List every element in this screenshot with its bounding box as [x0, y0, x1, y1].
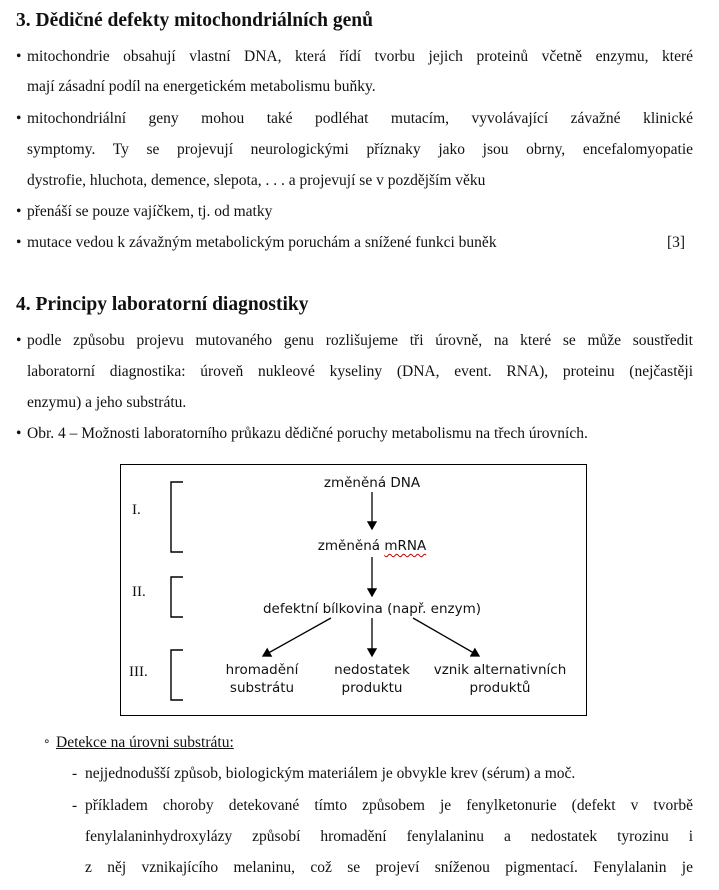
out3-line2: produktů	[469, 680, 531, 696]
level-1-label: I.	[132, 502, 141, 518]
section-3-heading: 3. Dědičné defekty mitochondriálních genů	[16, 10, 373, 31]
substrate-item2-line3: z něj vznikajícího melaninu, což se projeví sníženou pigmentací. Fenylalanin je	[85, 859, 693, 876]
bullet: •	[16, 425, 22, 442]
arrow-protein-out1	[263, 618, 331, 656]
bracket-level-3	[171, 650, 183, 700]
dash-bullet: -	[72, 765, 78, 782]
citation-ref[interactable]: [3]	[667, 234, 686, 251]
s3-bullet1-line1: mitochondrie obsahují vlastní DNA, která řídí tvorbu jejich proteinů včetně enzymu, které	[27, 48, 693, 65]
out2-line1: nedostatek	[334, 662, 410, 678]
bullet: •	[16, 48, 22, 65]
substrate-item2-line2: fenylalaninhydroxylázy způsobí hromadění fenylalaninu a nedostatek tyrozinu i	[85, 828, 693, 845]
s3-bullet2-line2: symptomy. Ty se projevují neurologickými příznaky jako jsou obrny, encefalomyopatie	[27, 141, 693, 158]
s3-bullet1-line2: mají zásadní podíl na energetickém metabolismu buňky.	[27, 78, 376, 95]
substrate-item1: nejjednodušší způsob, biologickým materiálem je obvykle krev (sérum) a moč.	[85, 765, 576, 782]
metabolism-diagram	[120, 464, 587, 716]
bullet: •	[16, 110, 22, 127]
substrate-heading: Detekce na úrovni substrátu:	[56, 734, 234, 751]
hollow-bullet: ∘	[43, 734, 51, 748]
mrna-prefix: změněná	[317, 538, 385, 554]
arrow-protein-out3	[413, 618, 479, 656]
dash-bullet: -	[72, 797, 78, 814]
level-3-label: III.	[129, 664, 148, 680]
out3-line1: vznik alternativních	[433, 662, 567, 678]
node-changed-mrna	[292, 537, 452, 555]
out1-line2: substrátu	[229, 680, 295, 696]
s4-bullet1-line2: laboratorní diagnostika: úroveň nukleové kyseliny (DNA, event. RNA), proteinu (nejčastěji	[27, 363, 693, 380]
s3-bullet3: přenáší se pouze vajíčkem, tj. od matky	[27, 203, 273, 220]
node-product-deficiency	[317, 661, 427, 697]
mrna-word: mRNA	[384, 538, 427, 554]
node-substrate-accumulation	[207, 661, 317, 697]
level-2-label: II.	[132, 584, 146, 600]
section-4-heading: 4. Principy laboratorní diagnostiky	[16, 294, 309, 315]
node-changed-dna: změněná DNA	[323, 475, 421, 491]
node-alternative-products	[421, 661, 579, 697]
s3-bullet2-line1: mitochondriální geny mohou také podléhat mutacím, vyvolávající závažné klinické	[27, 110, 693, 127]
out2-line2: produktu	[341, 680, 403, 696]
bullet: •	[16, 203, 22, 220]
bracket-level-2	[171, 577, 183, 617]
figure-caption: Obr. 4 – Možnosti laboratorního průkazu dědičné poruchy metabolismu na třech úrovních.	[27, 425, 588, 442]
bracket-level-1	[171, 482, 183, 552]
bullet: •	[16, 234, 22, 251]
s3-bullet2-line3: dystrofie, hluchota, demence, slepota, . . . a projevují se v pozdějším věku	[27, 172, 486, 189]
bullet: •	[16, 332, 22, 349]
out1-line1: hromadění	[225, 662, 299, 678]
node-defective-protein: defektní bílkovina (např. enzym)	[262, 601, 482, 617]
substrate-item2-line1: příkladem choroby detekované tímto způsobem je fenylketonurie (defekt v tvorbě	[85, 797, 693, 814]
s4-bullet1-line1: podle způsobu projevu mutovaného genu rozlišujeme tři úrovně, na které se může soustředit	[27, 332, 693, 349]
s4-bullet1-line3: enzymu) a jeho substrátu.	[27, 394, 187, 411]
s3-bullet4: mutace vedou k závažným metabolickým poruchám a snížené funkci buněk	[27, 234, 497, 251]
